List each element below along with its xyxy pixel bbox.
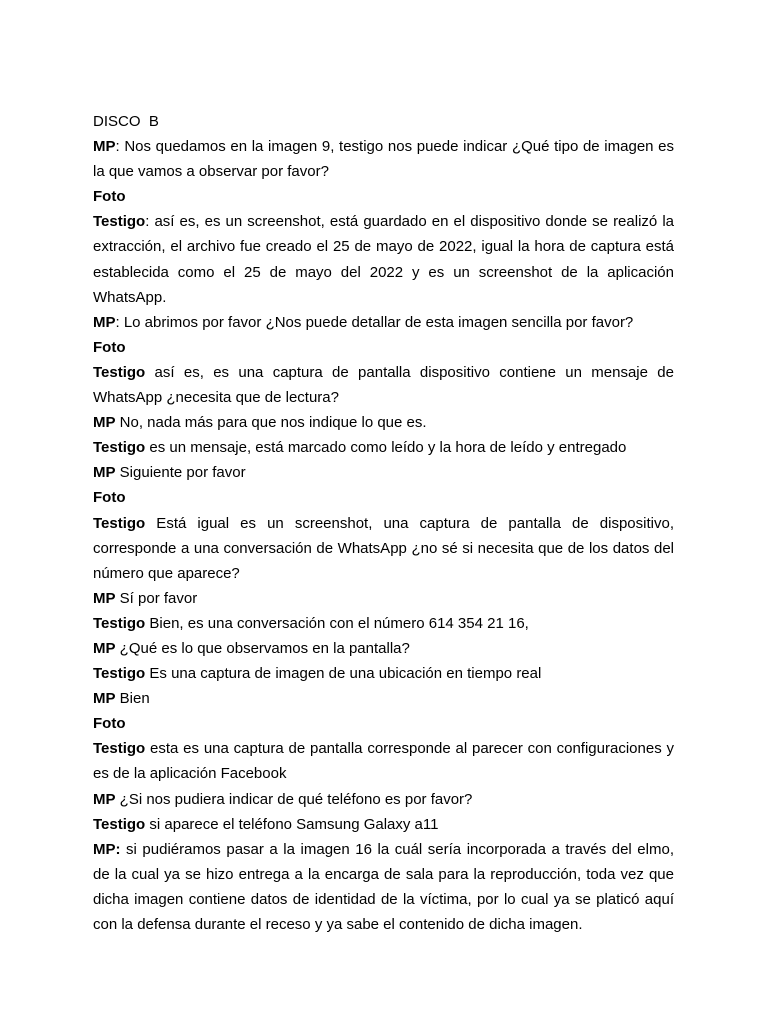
- entry-text: No, nada más para que nos indique lo que es.: [115, 414, 427, 432]
- speaker-label: Foto: [93, 715, 126, 733]
- transcript-page: [93, 109, 674, 937]
- transcript-entry: [93, 787, 674, 812]
- speaker-label: Testigo: [93, 665, 146, 683]
- transcript-entry: [93, 134, 674, 184]
- transcript-entries: [93, 134, 674, 937]
- entry-text: : Nos quedamos en la imagen 9, testigo nos puede indicar ¿Qué tipo de imagen es la que vamos a observar por favor?: [93, 138, 674, 181]
- transcript-entry: [93, 485, 674, 510]
- transcript-entry: [93, 511, 674, 586]
- transcript-entry: [93, 335, 674, 360]
- entry-text: : Lo abrimos por favor ¿Nos puede detallar de esta imagen sencilla por favor?: [115, 313, 634, 331]
- speaker-label: MP: [93, 690, 116, 708]
- entry-text: Siguiente por favor: [115, 464, 246, 482]
- speaker-label: MP:: [93, 840, 121, 858]
- speaker-label: Foto: [93, 489, 126, 507]
- speaker-label: MP: [93, 589, 116, 607]
- speaker-label: Testigo: [93, 213, 146, 231]
- entry-text: Bien: [115, 690, 150, 708]
- speaker-label: Foto: [93, 188, 126, 206]
- transcript-entry: [93, 812, 674, 837]
- entry-text: si pudiéramos pasar a la imagen 16 la cuál sería incorporada a través del elmo, de la cual ya se hizo entrega a la encarga de sala para la reproducción, toda vez que dicha imagen contiene datos de identidad de la víctima, por lo cual ya se platicó aquí con la defensa durante el receso y ya sabe el contenido de dicha imagen.: [93, 840, 674, 933]
- page-heading: DISCO B: [93, 113, 159, 130]
- entry-text: ¿Qué es lo que observamos en la pantalla?: [115, 639, 410, 657]
- entry-text: así es, es una captura de pantalla dispositivo contiene un mensaje de WhatsApp ¿necesita que de lectura?: [93, 363, 674, 407]
- transcript-entry: [93, 686, 674, 711]
- speaker-label: Foto: [93, 338, 126, 356]
- entry-text: Bien, es una conversación con el número 614 354 21 16,: [145, 614, 529, 632]
- transcript-entry: [93, 611, 674, 636]
- transcript-entry: [93, 837, 674, 937]
- speaker-label: MP: [93, 790, 116, 808]
- transcript-entry: [93, 209, 674, 309]
- speaker-label: Testigo: [93, 363, 146, 381]
- transcript-entry: [93, 736, 674, 786]
- entry-text: Está igual es un screenshot, una captura de pantalla de dispositivo, corresponde a una conversación de WhatsApp ¿no sé si necesita que de los datos del número que aparece?: [93, 514, 674, 582]
- transcript-entry: [93, 460, 674, 485]
- transcript-entry: [93, 410, 674, 435]
- transcript-entry: [93, 184, 674, 209]
- entry-text: si aparece el teléfono Samsung Galaxy a11: [145, 815, 439, 833]
- speaker-label: Testigo: [93, 614, 146, 632]
- speaker-label: MP: [93, 138, 116, 156]
- entry-text: esta es una captura de pantalla corresponde al parecer con configuraciones y es de la aplicación Facebook: [93, 740, 674, 783]
- entry-text: Sí por favor: [115, 589, 198, 607]
- speaker-label: Testigo: [93, 740, 146, 758]
- speaker-label: Testigo: [93, 815, 146, 833]
- transcript-entry: [93, 435, 674, 460]
- transcript-entry: [93, 636, 674, 661]
- entry-text: ¿Si nos pudiera indicar de qué teléfono es por favor?: [115, 790, 473, 808]
- speaker-label: MP: [93, 639, 116, 657]
- speaker-label: MP: [93, 464, 116, 482]
- transcript-entry: [93, 711, 674, 736]
- entry-text: es un mensaje, está marcado como leído y la hora de leído y entregado: [145, 439, 627, 457]
- transcript-entry: [93, 310, 674, 335]
- speaker-label: MP: [93, 414, 116, 432]
- speaker-label: Testigo: [93, 514, 146, 532]
- transcript-entry: [93, 360, 674, 410]
- entry-text: : así es, es un screenshot, está guardado en el dispositivo donde se realizó la extracción, el archivo fue creado el 25 de mayo de 2022, igual la hora de captura está establecida como el 25 de mayo del 2022 y es un screenshot de la aplicación WhatsApp.: [93, 213, 674, 306]
- transcript-entry: [93, 586, 674, 611]
- entry-text: Es una captura de imagen de una ubicación en tiempo real: [145, 665, 542, 683]
- transcript-entry: [93, 661, 674, 686]
- speaker-label: MP: [93, 313, 116, 331]
- speaker-label: Testigo: [93, 439, 146, 457]
